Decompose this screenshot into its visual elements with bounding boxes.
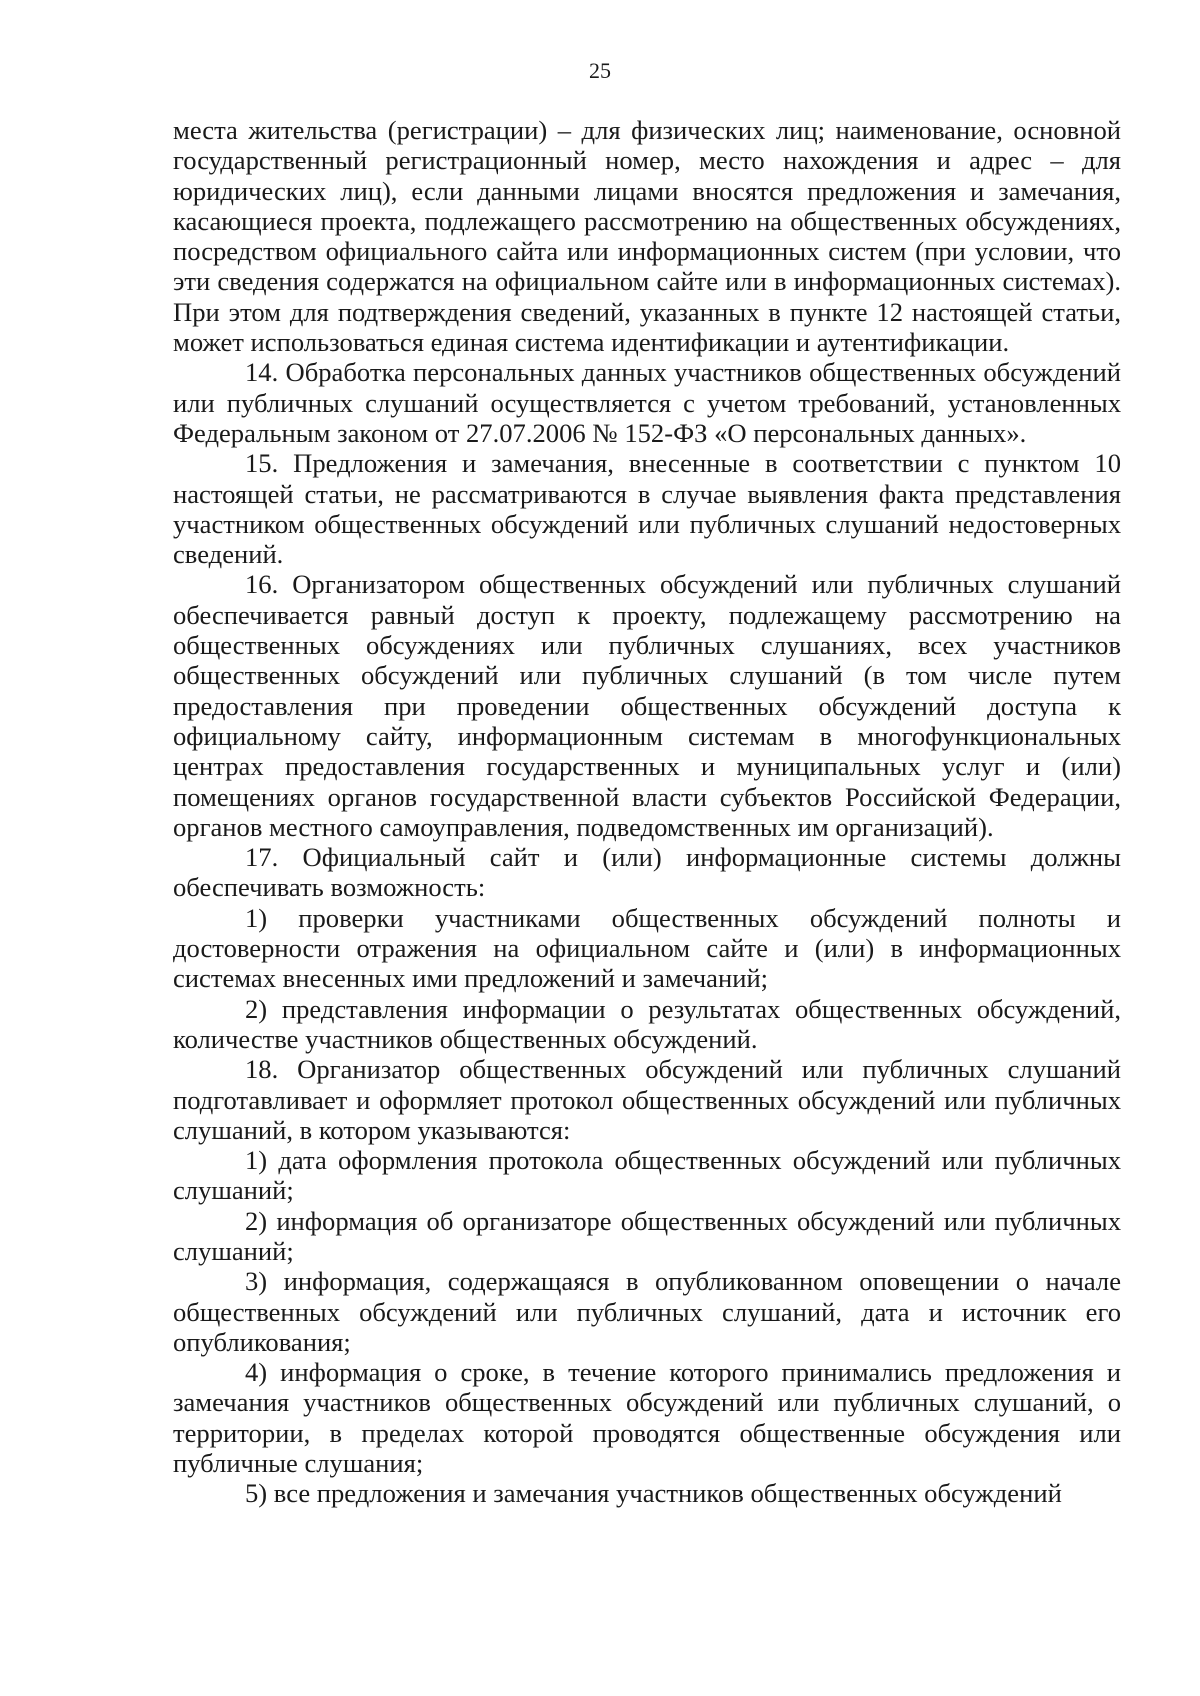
paragraph-17: 17. Официальный сайт и (или) информационные системы должны обеспечивать возможность: [173,842,1121,903]
paragraph-15: 15. Предложения и замечания, внесенные в соответствии с пунктом 10 настоящей статьи, не рассматриваются в случае выявления факта представления участником общественных обсуждений или публичных слушаний недостоверных сведений. [173,448,1121,570]
paragraph-13-continuation: места жительства (регистрации) – для физических лиц; наименование, основной государственный регистрационный номер, место нахождения и адрес – для юридических лиц), если данными лицами вносятся предложения и замечания, касающиеся проекта, подлежащего рассмотрению на общественных обсуждениях, посредством официального сайта или информационных систем (при условии, что эти сведения содержатся на официальном сайте или в информационных системах). При этом для подтверждения сведений, указанных в пункте 12 настоящей статьи, может использоваться единая система идентификации и аутентификации. [173,115,1121,358]
paragraph-18-item-2: 2) информация об организаторе общественных обсуждений или публичных слушаний; [173,1205,1121,1266]
paragraph-18-item-4: 4) информация о сроке, в течение которого принимались предложения и замечания участников общественных обсуждений или публичных слушаний, о территории, в пределах которой проводятся общественные обсуждения или публичные слушания; [173,1357,1121,1479]
page-body [173,115,1121,1509]
paragraph-17-item-2: 2) представления информации о результатах общественных обсуждений, количестве участников общественных обсуждений. [173,993,1121,1054]
page-number: 25 [589,58,611,83]
paragraph-18-item-1: 1) дата оформления протокола общественных обсуждений или публичных слушаний; [173,1145,1121,1206]
paragraph-18-item-5: 5) все предложения и замечания участников общественных обсуждений [245,1478,1062,1509]
paragraph-18: 18. Организатор общественных обсуждений или публичных слушаний подготавливает и оформляет протокол общественных обсуждений или публичных слушаний, в котором указываются: [173,1054,1121,1145]
paragraph-14: 14. Обработка персональных данных участников общественных обсуждений или публичных слушаний осуществляется с учетом требований, установленных Федеральным законом от 27.07.2006 № 152-ФЗ «О персональных данных». [173,357,1121,448]
paragraph-16: 16. Организатором общественных обсуждений или публичных слушаний обеспечивается равный доступ к проекту, подлежащему рассмотрению на общественных обсуждениях или публичных слушаниях, всех участников общественных обсуждений или публичных слушаний (в том числе путем предоставления при проведении общественных обсуждений доступа к официальному сайту, информационным системам в многофункциональных центрах предоставления государственных и муниципальных услуг и (или) помещениях органов государственной власти субъектов Российской Федерации, органов местного самоуправления, подведомственных им организаций). [173,569,1121,842]
paragraph-18-item-3: 3) информация, содержащаяся в опубликованном оповещении о начале общественных обсуждений или публичных слушаний, дата и источник его опубликования; [173,1266,1121,1357]
paragraph-17-item-1: 1) проверки участниками общественных обсуждений полноты и достоверности отражения на официальном сайте и (или) в информационных системах внесенных ими предложений и замечаний; [173,902,1121,994]
